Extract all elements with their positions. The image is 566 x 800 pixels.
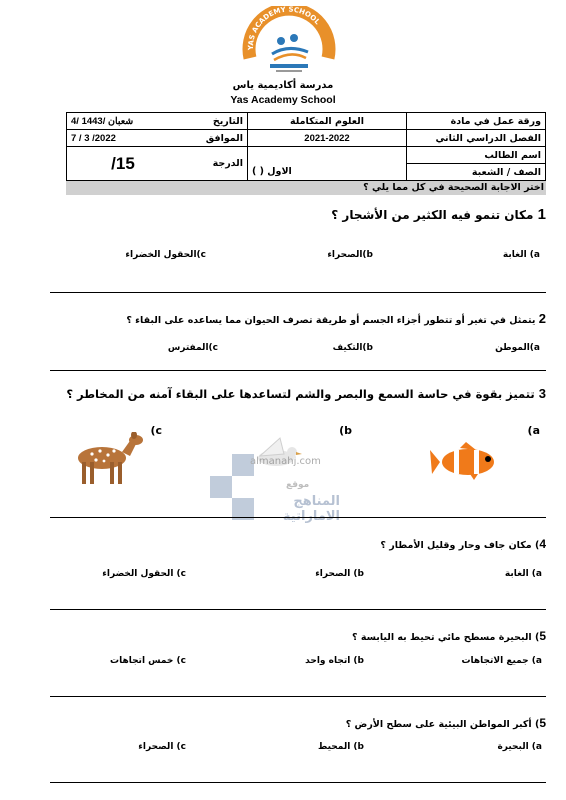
academic-year: 2021-2022 [248,130,407,147]
divider [50,782,546,783]
score: /15 [67,147,180,181]
watermark [210,454,340,534]
q2-option-a[interactable]: a)الموطن [495,343,540,353]
svg-text:YAS ACADEMY SCHOOL: YAS ACADEMY SCHOOL [246,6,322,51]
q4-option-c[interactable]: c) الحقول الخضراء [102,569,186,579]
gregorian-date: 7 / 3 /2022 [67,130,180,147]
class-value[interactable]: الاول ( ) [248,164,407,181]
q6-option-b[interactable]: b) المحيط [318,742,364,752]
divider [50,370,546,371]
q6-option-c[interactable]: c) الصحراء [138,742,186,752]
grade-label: الدرجة [179,147,248,181]
question-5: 5) البحيرة مسطح مائي تحيط به اليابسة ؟ [352,629,546,643]
deer-image[interactable] [62,432,148,488]
watermark-site: almanahj.com [250,456,321,467]
divider [50,609,546,610]
q1-option-c[interactable]: c)الحقول الخضراء [125,250,206,260]
student-name-field[interactable] [248,147,407,164]
watermark-line2: المناهج الاماراتية [282,494,340,524]
divider [50,292,546,293]
worksheet-label: ورقة عمل في مادة [407,113,546,130]
question-text: مكان تنمو فيه الكثير من الأشجار ؟ [331,208,534,222]
subject: العلوم المتكاملة [248,113,407,130]
question-4: 4) مكان جاف وحار وقليل الأمطار ؟ [380,537,546,551]
q3-option-c[interactable]: c) [150,424,162,437]
q1-option-b[interactable]: b)الصحراء [327,250,373,260]
school-logo [236,6,342,82]
instructions-bar: اختر الاجابة الصحيحة في كل مما يلي ؟ [66,181,546,195]
school-name-english: Yas Academy School [230,94,336,106]
date-label: التاريخ [179,113,248,130]
q5-option-a[interactable]: a) جميع الاتجاهات [461,656,542,666]
q5-option-c[interactable]: c) خمس اتجاهات [110,656,186,666]
school-name-arabic: مدرسة أكاديمية ياس [232,80,334,91]
question-1 [331,206,546,223]
q2-option-c[interactable]: c)المفترس [167,343,218,353]
question-3: 3 تتميز بقوة في حاسة السمع والبصر والشم لتساعدها على البقاء آمنه من المخاطر ؟ [66,386,546,401]
q3-option-b[interactable]: b) [339,424,352,437]
divider [50,696,546,697]
q4-option-a[interactable]: a) الغابة [504,569,542,579]
hijri-date: 4/ شعبان /1443 [67,113,180,130]
q6-option-a[interactable]: a) البحيرة [497,742,542,752]
class-label: الصف / الشعبة [407,164,546,181]
clownfish-image[interactable] [430,440,506,482]
q5-option-b[interactable]: b) اتجاه واحد [305,656,364,666]
question-2: 2 يتمثل في تغير أو تتطور أجزاء الجسم أو طريقة تصرف الحيوان مما يساعده على البقاء ؟ [126,311,546,326]
student-name-label: اسم الطالب [407,147,546,164]
q1-option-a[interactable]: a) الغابة [502,250,540,260]
term: الفصل الدراسي الثاني [407,130,546,147]
q3-option-a[interactable]: a) [527,424,540,437]
header-info-table [66,112,546,181]
q2-option-b[interactable]: b)التكيف [332,343,373,353]
question-6: 5) أكبر المواطن البيئية على سطح الأرض ؟ [345,716,546,730]
divider [50,517,546,518]
watermark-line1: موقع [286,480,310,490]
corresponding-label: الموافق [179,130,248,147]
question-number: 1 [537,206,546,223]
q4-option-b[interactable]: b) الصحراء [315,569,364,579]
